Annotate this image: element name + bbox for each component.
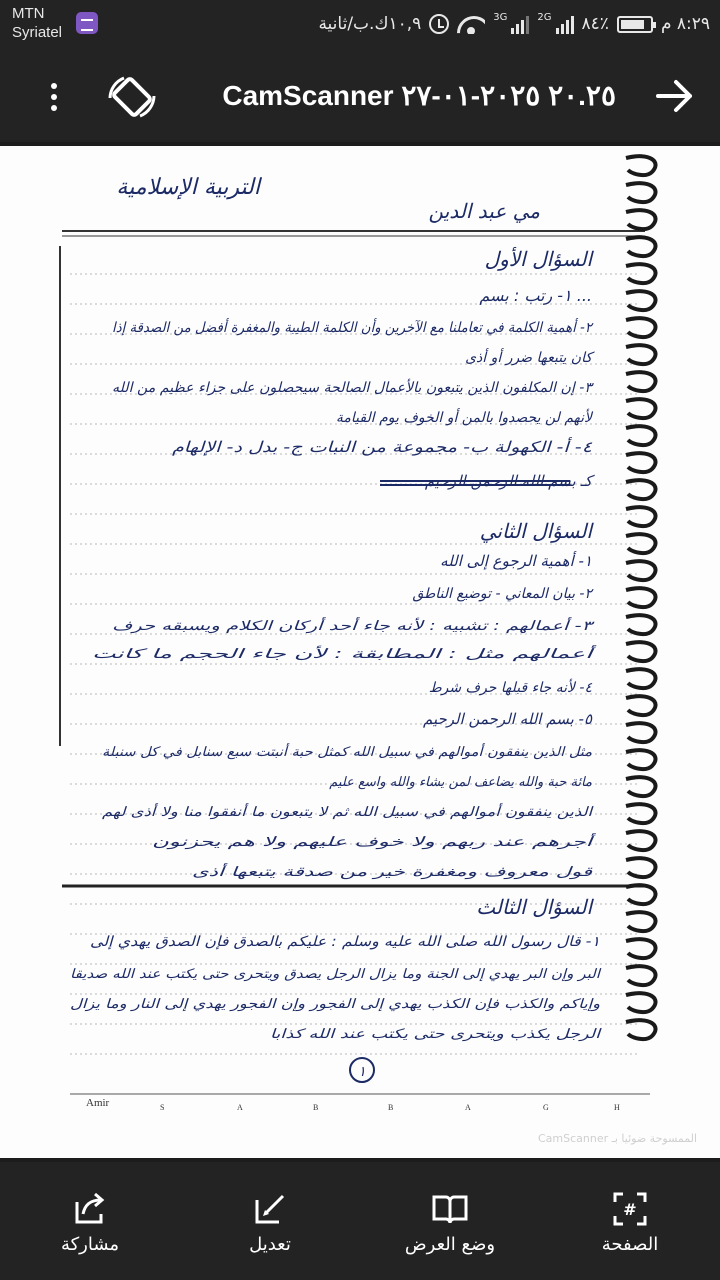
spiral-ring — [626, 237, 656, 256]
answer-line: ٣- أعمالهم : تشبيه : لأنه جاء أحد أركان الكلام ويسبقه حرف — [112, 619, 589, 634]
answer-line: كان يتبعها ضرر أو أذى — [465, 350, 592, 366]
carrier-info — [12, 4, 62, 42]
answer-line: ١- أهمية الرجوع إلى الله — [440, 552, 592, 570]
book-icon — [431, 1190, 469, 1228]
status-bar — [0, 0, 720, 50]
alarm-icon — [429, 14, 449, 34]
document-viewer[interactable] — [0, 142, 720, 1162]
answer-line: مائة حبة والله يضاعف لمن يشاء والله واسع عليم — [329, 775, 592, 790]
arrow-right-icon — [650, 72, 700, 120]
share-icon — [71, 1190, 109, 1228]
rotate-icon — [100, 70, 164, 124]
app-bar — [0, 50, 720, 142]
spiral-ring — [626, 1020, 656, 1039]
answer-line: أعمالهم مثل : المطابقة : لأن جاء الحجم ما كانت — [92, 647, 353, 662]
spiral-ring — [626, 480, 656, 499]
carrier-line1: MTN — [12, 5, 45, 22]
view-mode-label: وضع العرض — [404, 1234, 496, 1255]
spiral-ring — [626, 966, 656, 985]
app-title: CamScanner ٢٠.٢٥ ٢٠٢٥-٠١-٢٧ — [222, 80, 616, 111]
spiral-ring — [626, 210, 656, 229]
spiral-ring — [626, 588, 656, 607]
battery-percent: ٨٤٪ — [581, 14, 609, 34]
ruler-labels — [86, 1097, 620, 1112]
network-type-1: 2G — [537, 11, 552, 23]
spiral-ring — [626, 291, 656, 310]
spiral-ring — [626, 642, 656, 661]
ruler-label: A — [465, 1103, 471, 1112]
spiral-ring — [626, 912, 656, 931]
ruler-label: Amir — [86, 1097, 110, 1109]
ruler-label: G — [543, 1103, 549, 1112]
spiral-ring — [626, 183, 656, 202]
answer-line: ١- رتب : بسم ... — [479, 286, 592, 305]
answer-line: ٥- بسم الله الرحمن الرحيم — [422, 710, 592, 728]
spiral-ring — [626, 426, 656, 445]
spiral-ring — [626, 372, 656, 391]
answer-line: كـ بسم الله الرحمن الرحيم — [424, 472, 592, 490]
spiral-ring — [626, 696, 656, 715]
answer-line: البر وإن البر يهدي إلى الجنة وما يزال الرجل يصدق ويتحرى حتى يكتب عند الله صديقا — [70, 967, 602, 982]
answer-line: الرجل يكذب ويتحرى حتى يكتب عند الله كذابا — [270, 1027, 602, 1042]
ruler-label: H — [614, 1103, 620, 1112]
page-scan-icon — [611, 1190, 649, 1228]
data-speed: ١٠,٩ك.ب/ثانية — [318, 14, 422, 34]
answer-line: قول معروف ومغفرة خير من صدقة يتبعها أذى — [192, 865, 438, 880]
spiral-ring — [626, 615, 656, 634]
spiral-ring — [626, 723, 656, 742]
section2-title: السؤال الثاني — [479, 519, 592, 543]
svg-text:#: # — [623, 1200, 637, 1219]
spiral-ring — [626, 345, 656, 364]
edit-icon — [251, 1190, 289, 1228]
spiral-ring — [626, 858, 656, 877]
spiral-ring — [626, 318, 656, 337]
answer-line: لأنهم لن يحصدوا بالمن أو الخوف يوم القيامة — [335, 410, 592, 426]
clock: ٨:٢٩ م — [660, 14, 710, 34]
section1-title: السؤال الأول — [484, 247, 592, 271]
edit-label: تعديل — [249, 1234, 291, 1255]
bottom-navigation — [0, 1162, 720, 1280]
spiral-ring — [626, 399, 656, 418]
status-icons — [318, 10, 710, 38]
spiral-ring — [626, 831, 656, 850]
back-button[interactable] — [650, 72, 700, 120]
student-name: مي عبد الدين — [428, 199, 540, 223]
signal-icon — [556, 14, 574, 34]
heading-text: التربية الإسلامية — [116, 175, 260, 200]
answer-line: مثل الذين ينفقون أموالهم في سبيل الله كمثل حبة أنبتت سبع سنابل في كل سنبلة — [102, 745, 541, 760]
spiral-ring — [626, 453, 656, 472]
notebook-page — [0, 146, 720, 1158]
spiral-ring — [626, 750, 656, 769]
share-button[interactable] — [0, 1162, 180, 1280]
signal-icon — [511, 14, 529, 34]
answer-line: الذين ينفقون أموالهم في سبيل الله ثم لا يتبعون ما أنفقوا منا ولا أذى لهم — [102, 805, 491, 820]
answer-line: ٢- أهمية الكلمة في تعاملنا مع الآخرين وأن الكلمة الطيبة والمغفرة أفضل من الصدقة إذا — [112, 320, 611, 336]
spiral-ring — [626, 561, 656, 580]
spiral-ring — [626, 156, 656, 175]
page-number: ١ — [358, 1064, 366, 1080]
share-label: مشاركة — [60, 1234, 120, 1255]
edit-button[interactable] — [180, 1162, 360, 1280]
more-options-button[interactable] — [34, 74, 74, 120]
spiral-ring — [626, 885, 656, 904]
message-notification-icon — [76, 12, 98, 34]
network-type-2: 3G — [493, 11, 508, 23]
ruler-label: S — [160, 1103, 165, 1112]
section3-title: السؤال الثالث — [476, 895, 592, 919]
scanned-page — [0, 146, 720, 1158]
ruler-label: B — [313, 1103, 319, 1112]
ruler-label: B — [388, 1103, 394, 1112]
page-button[interactable] — [540, 1162, 720, 1280]
view-mode-button[interactable] — [360, 1162, 540, 1280]
answer-line: ١- قال رسول الله صلى الله عليه وسلم : عليكم بالصدق فإن الصدق يهدي إلى — [90, 934, 599, 950]
answer-line: أجرهم عند ربهم ولا خوف عليهم ولا هم يحزنون — [152, 835, 404, 850]
camscanner-footer: الممسوحة ضوئيا بـ CamScanner — [538, 1132, 698, 1145]
spiral-ring — [626, 669, 656, 688]
page-label: الصفحة — [601, 1234, 659, 1255]
carrier-line2: Syriatel — [12, 24, 63, 41]
spiral-binding — [626, 156, 656, 1039]
spiral-ring — [626, 777, 656, 796]
answer-line: ٣- إن المكلفون الذين يتبعون بالأعمال الصالحة سيحصلون على جزاء عظيم من الله — [112, 380, 592, 396]
spiral-ring — [626, 993, 656, 1012]
rotate-screen-button[interactable] — [100, 70, 164, 124]
spiral-ring — [626, 507, 656, 526]
answer-line: ٢- بيان المعاني - توضيع الناطق — [412, 586, 592, 602]
spiral-ring — [626, 939, 656, 958]
answer-line: وإياكم والكذب فإن الكذب يهدي إلى الفجور وإن الفجور يهدي إلى النار وما يزال — [70, 997, 600, 1012]
ruler-label: A — [237, 1103, 243, 1112]
wifi-icon — [457, 14, 485, 34]
answer-line: ٤- لأنه جاء قبلها حرف شرط — [428, 680, 592, 696]
battery-icon — [617, 16, 653, 33]
answer-line: ٤- أ- الكهولة ب- مجموعة من النبات ج- بدل د- الإلهام — [171, 438, 590, 456]
